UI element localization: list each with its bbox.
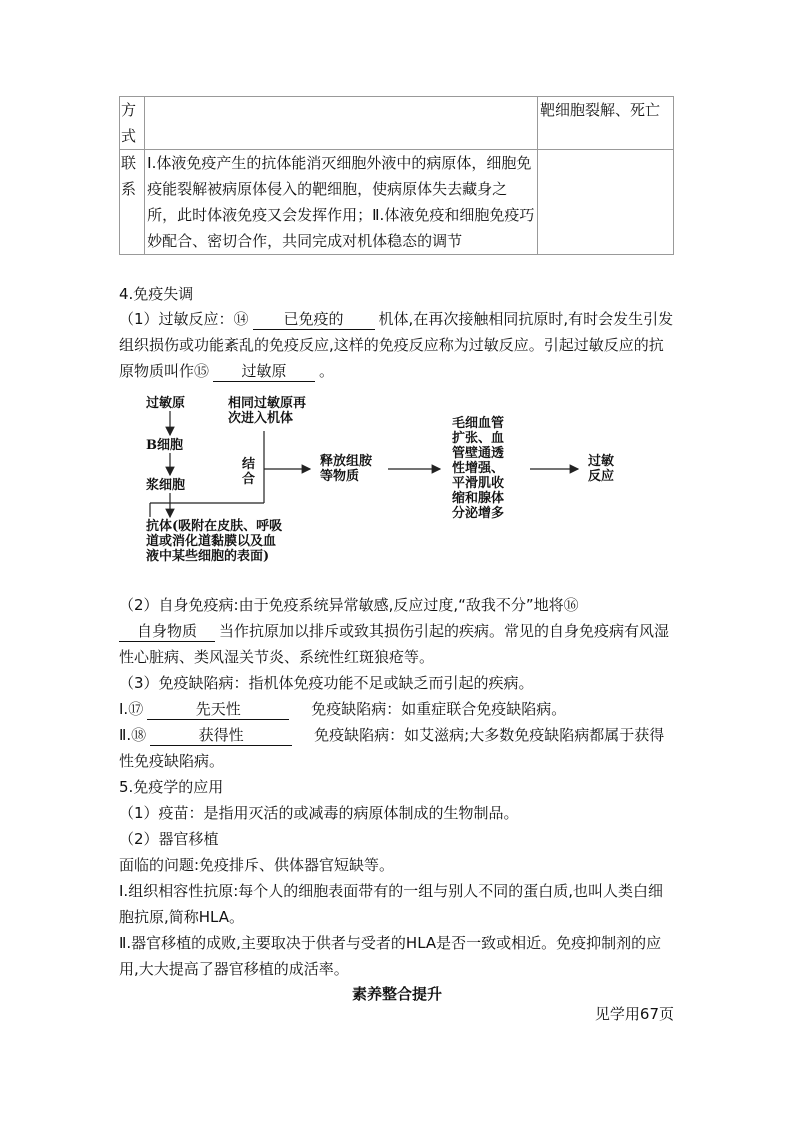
node-allergic-reaction: 过敏 反应 bbox=[588, 454, 615, 484]
paragraph-hla: Ⅰ.组织相容性抗原:每个人的细胞表面带有的一组与别人不同的蛋白质,也叫人类白细胞抗原,简称HLA。 bbox=[119, 882, 664, 926]
answer-blank-14: 已免疫的 bbox=[253, 309, 375, 330]
node-bind: 结 合 bbox=[242, 457, 256, 487]
node-b-cell: B细胞 bbox=[146, 438, 183, 453]
table-cell-cellular-method: 靶细胞裂解、死亡 bbox=[538, 97, 674, 150]
page-reference: 见学用67页 bbox=[594, 1005, 674, 1023]
section-5-title: 5.免疫学的应用 bbox=[119, 778, 224, 796]
allergy-flow-diagram bbox=[140, 393, 660, 565]
node-physiological-effects: 毛细血管 扩张、血 管壁通透 性增强、 平滑肌收 缩和腺体 分泌增多 bbox=[452, 416, 505, 521]
node-allergen: 过敏原 bbox=[146, 396, 186, 411]
table-cell-relation-text: Ⅰ.体液免疫产生的抗体能消灭细胞外液中的病原体，细胞免疫能裂解被病原体侵入的靶细胞，使病原体失去藏身之所，此时体液免疫又会发挥作用；Ⅱ.体液免疫和细胞免疫巧妙配合、密切合作，共同完成对机体稳态的调节 bbox=[145, 150, 538, 255]
row-label-method: 方 式 bbox=[120, 97, 145, 150]
node-plasma-cell: 浆细胞 bbox=[146, 478, 186, 493]
section-heading: 素养整合提升 bbox=[351, 985, 442, 1003]
paragraph-allergy: （1）过敏反应：⑭ 已免疫的 机体,在再次接触相同抗原时,有时会发生引发组织损伤或功能紊乱的免疫反应,这样的免疫反应称为过敏反应。引起过敏反应的抗原物质叫作⑮ 过敏原 。 bbox=[119, 310, 674, 380]
table-cell-empty bbox=[145, 97, 538, 150]
paragraph-congenital: Ⅰ.⑰ 先天性 免疫缺陷病：如重症联合免疫缺陷病。 bbox=[119, 700, 567, 718]
answer-blank-16: 自身物质 bbox=[119, 621, 215, 642]
paragraph-immunodeficiency: （3）免疫缺陷病：指机体免疫功能不足或缺乏而引起的疾病。 bbox=[119, 674, 534, 692]
node-release-histamine: 释放组胺 等物质 bbox=[320, 454, 373, 484]
answer-blank-18: 获得性 bbox=[150, 725, 292, 746]
paragraph-organ-transplant: （2）器官移植 bbox=[119, 830, 219, 848]
node-allergen-reenter: 相同过敏原再 次进入机体 bbox=[228, 396, 307, 426]
table-cell-empty bbox=[538, 150, 674, 255]
section-4-title: 4.免疫失调 bbox=[119, 285, 194, 303]
paragraph-autoimmune: （2）自身免疫病:由于免疫系统异常敏感,反应过度,“敌我不分”地将⑯自身物质 当作抗原加以排斥或致其损伤引起的疾病。常见的自身免疫病有风湿性心脏病、类风湿关节炎、系统性红斑狼疮等。 bbox=[119, 596, 670, 666]
paragraph-acquired: Ⅱ.⑱ 获得性 免疫缺陷病：如艾滋病;大多数免疫缺陷病都属于获得性免疫缺陷病。 bbox=[119, 726, 665, 770]
paragraph-transplant-problems: 面临的问题:免疫排斥、供体器官短缺等。 bbox=[119, 856, 395, 874]
paragraph-vaccine: （1）疫苗：是指用灭活的或减毒的病原体制成的生物制品。 bbox=[119, 804, 519, 822]
answer-blank-17: 先天性 bbox=[147, 699, 289, 720]
node-antibody: 抗体(吸附在皮肤、呼吸 道或消化道黏膜以及血 液中某些细胞的表面) bbox=[146, 519, 283, 564]
table-row-method bbox=[120, 97, 674, 150]
comparison-table bbox=[119, 96, 674, 255]
answer-blank-15: 过敏原 bbox=[213, 361, 315, 382]
row-label-relation: 联 系 bbox=[120, 150, 145, 255]
paragraph-transplant-success: Ⅱ.器官移植的成败,主要取决于供者与受者的HLA是否一致或相近。免疫抑制剂的应用,大大提高了器官移植的成活率。 bbox=[119, 934, 662, 978]
table-row-relation bbox=[120, 150, 674, 255]
